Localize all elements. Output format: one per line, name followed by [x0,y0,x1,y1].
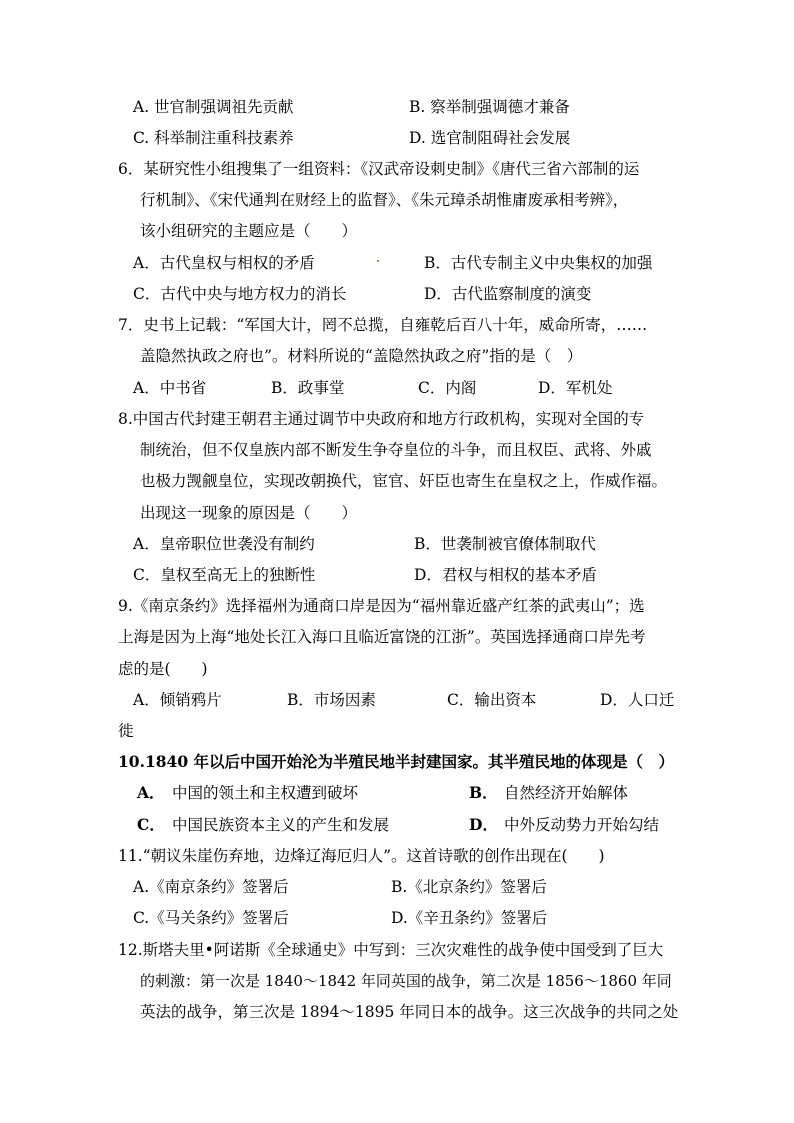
q8-stem-line3: 也极力觊觎皇位，实现改朝换代，宦官、奸臣也寄生在皇权之上，作威作福。 [140,472,668,490]
q5-option-c: C. 科举制注重科技素养 [133,129,294,147]
q6-option-d: D．古代监察制度的演变 [424,285,592,303]
q7-option-c: C．内阁 [418,379,477,397]
q11-option-b: B.《北京条约》签署后 [391,878,547,896]
q9-stem-line1: 9.《南京条约》选择福州为通商口岸是因为“福州靠近盛产红茶的武夷山”；选 [118,597,645,615]
q12-stem-line1: 12.斯塔夫里•阿诺斯《全球通史》中写到：三次灾难性的战争使中国受到了巨大 [118,941,664,959]
q10-option-d: 中外反动势力开始勾结 [504,816,660,834]
q6-stem-line2: 行机制》、《宋代通判在财经上的监督》、《朱元璋杀胡惟庸废承相考辨》， [140,191,629,209]
q5-option-a: A. 世官制强调祖先贡献 [133,98,294,116]
q10-option-a-letter: A． [137,783,165,802]
q6-option-a: A．古代皇权与相权的矛盾 [133,254,315,272]
q6-option-c: C．古代中央与地方权力的消长 [133,285,347,303]
q10-option-c: 中国民族资本主义的产生和发展 [172,816,390,834]
q7-stem-line2: 盖隐然执政之府也”。材料所说的“盖隐然执政之府”指的是（ ） [140,347,583,365]
q11-option-d: D.《辛丑条约》签署后 [391,909,548,927]
q9-stem-line3: 虑的是( ) [118,660,208,678]
q6-stem-line3: 该小组研究的主题应是（ ） [140,222,358,240]
q10-option-d-letter: D． [469,815,498,834]
q10-option-a: 中国的领土和主权遭到破坏 [172,784,359,802]
q11-stem-line1: 11.“朝议朱崖伤弃地，边烽辽海厄归人”。这首诗歌的创作出现在( ) [118,847,605,865]
stray-mark [377,260,379,262]
q5-option-d: D. 选官制阻碍社会发展 [409,129,571,147]
q9-option-d-continuation: 徙 [118,722,134,740]
q8-stem-line1: 8.中国古代封建王朝君主通过调节中央政府和地方行政机构，实现对全国的专 [118,410,645,428]
q12-stem-line2: 的刺激：第一次是 1840～1842 年同英国的战争，第二次是 1856～1860 年同 [140,972,672,990]
q6-stem-line1: 6．某研究性小组搜集了一组资料：《汉武帝设刺史制》《唐代三省六部制的运 [118,160,640,178]
q9-option-a: A．倾销鸦片 [133,691,222,709]
q8-option-b: B．世袭制被官僚体制取代 [414,535,596,553]
q10-stem-line1: 10.1840 年以后中国开始沦为半殖民地半封建国家。其半殖民地的体现是（ ） [118,752,675,771]
q9-option-b: B．市场因素 [287,691,376,709]
q7-stem-line1: 7．史书上记载：“军国大计，罔不总揽，自雍乾后百八十年，威命所寄，…… [118,316,648,334]
q11-option-a: A.《南京条约》签署后 [133,878,289,896]
q11-option-c: C.《马关条约》签署后 [133,909,289,927]
q7-option-a: A．中书省 [133,379,207,397]
q10-option-b: 自然经济开始解体 [504,784,629,802]
q8-option-a: A．皇帝职位世袭没有制约 [133,535,315,553]
q8-option-d: D．君权与相权的基本矛盾 [414,566,597,584]
q9-option-c: C．输出资本 [447,691,537,709]
q7-option-d: D．军机处 [538,379,613,397]
q7-option-b: B．政事堂 [271,379,345,397]
q6-option-b: B．古代专制主义中央集权的加强 [424,254,653,272]
q9-option-d: D．人口迁 [600,691,675,709]
q12-stem-line3: 英法的战争，第三次是 1894～1895 年同日本的战争。这三次战争的共同之处 [140,1003,679,1021]
q9-stem-line2: 上海是因为上海“地处长江入海口且临近富饶的江浙”。英国选择通商口岸先考 [118,628,646,646]
q8-option-c: C．皇权至高无上的独断性 [133,566,316,584]
q10-option-c-letter: C． [137,815,165,834]
q8-stem-line2: 制统治，但不仅皇族内部不断发生争夺皇位的斗争，而且权臣、武将、外戚 [140,441,652,459]
q10-option-b-letter: B． [469,783,498,802]
q8-stem-line4: 出现这一现象的原因是（ ） [140,504,358,522]
q5-option-b: B. 察举制强调德才兼备 [409,98,570,116]
